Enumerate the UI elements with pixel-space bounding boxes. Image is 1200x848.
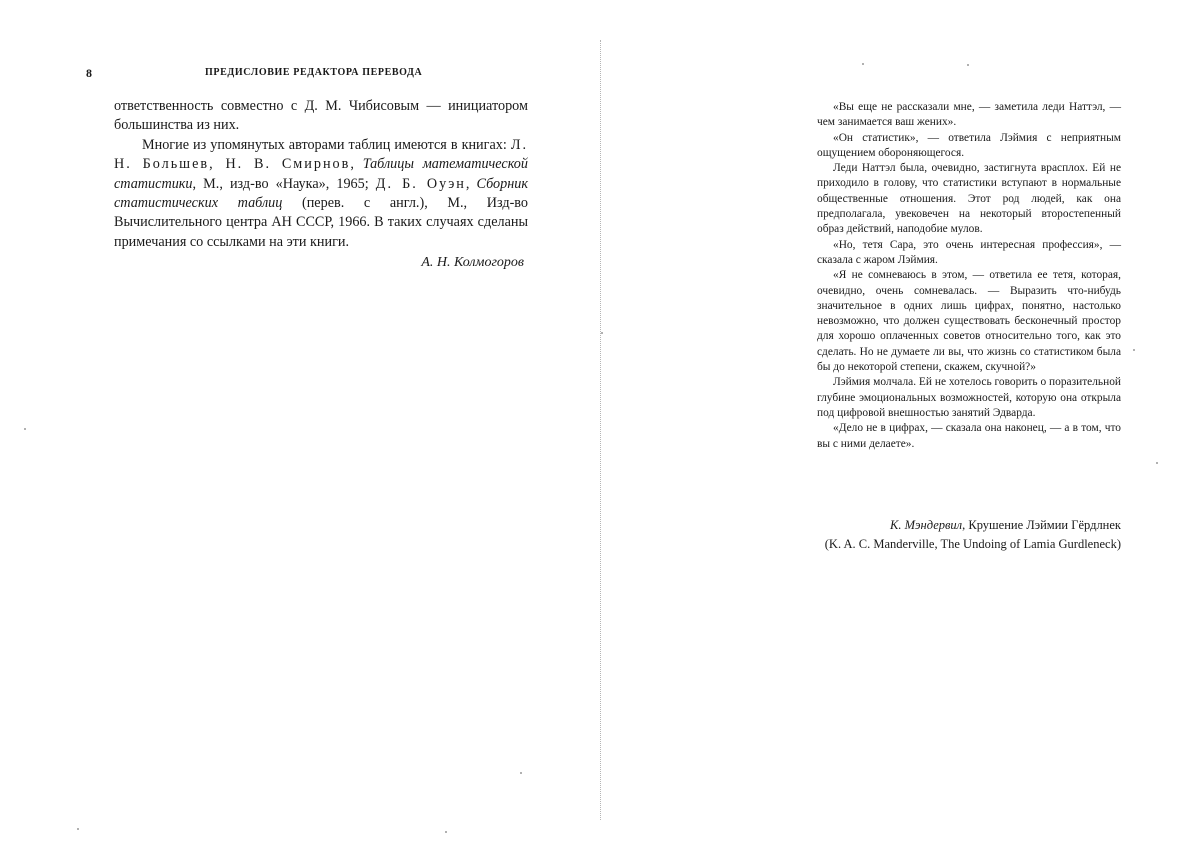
scan-speck	[24, 428, 26, 430]
epigraph-paragraph: «Дело не в цифрах, — сказала она наконец, — а в том, что вы с ними делаете».	[817, 422, 1121, 450]
epigraph-paragraph: Леди Наттэл была, очевидно, застигнута врасплох. Ей не приходило в голову, что статистики вступают в нормальные общественные отношения. Этот род людей, как она предполагала, увековечен на некоторый второстепенный образ действий, наподобие мулов.	[817, 162, 1121, 236]
epigraph-attribution	[820, 517, 1121, 552]
epigraph-paragraph: «Он статистик», — ответила Лэймия с неприятным ощущением обороняющегося.	[817, 131, 1121, 159]
page-gutter	[600, 40, 601, 820]
scan-speck	[520, 772, 522, 774]
scan-speck	[967, 64, 969, 66]
attribution-line	[820, 517, 1121, 533]
scan-speck	[601, 332, 603, 334]
scan-speck	[1133, 349, 1135, 351]
attribution-original: (K. A. C. Manderville, The Undoing of Lamia Gurdleneck)	[824, 537, 1121, 551]
epigraph	[817, 100, 1121, 452]
running-head: ПРЕДИСЛОВИЕ РЕДАКТОРА ПЕРЕВОДА	[205, 67, 423, 78]
epigraph-paragraph: Лэймия молчала. Ей не хотелось говорить о поразительной глубине эмоциональных возможностей, которую она открыла под цифровой внешностью занятий Эдварда.	[817, 376, 1121, 419]
author-names: Л. Н. Большев, Н. В. Смирнов	[114, 136, 528, 173]
scan-speck	[445, 831, 447, 833]
epigraph-paragraph: «Но, тетя Сара, это очень интересная профессия», — сказала с жаром Лэймия.	[817, 238, 1121, 266]
paragraph: ответственность совместно с Д. М. Чибисовым — инициатором большинства из них.	[114, 98, 528, 134]
text-run: Многие из упомянутых авторами таблиц имеются в книгах:	[142, 136, 511, 153]
scan-speck	[862, 63, 864, 65]
attribution-author: К. Мэндервил	[890, 518, 963, 532]
left-page-text	[114, 97, 528, 252]
epigraph-paragraph: «Я не сомневаюсь в этом, — ответила ее тетя, которая, очевидно, очень сомневалась. — Выразить что-нибудь значительное в одних лишь цифрах, понятно, настолько невозможно, что должен существовать бесконечный простор для хорошо оплаченных советов относительно того, как это сделать. Но не думаете ли вы, что жизнь со статистиком была бы до некоторой степени, скажем, скучной?»	[817, 269, 1121, 374]
book-title: Сборник статистических таблиц	[114, 175, 528, 212]
scan-speck	[1156, 462, 1158, 464]
book-title: Таблицы математической статистики	[114, 156, 528, 192]
page-number: 8	[86, 66, 93, 80]
author-names: Д. Б. Оуэн	[375, 175, 466, 192]
text-run: (перев. с англ.), М., Изд-во Вычислительного центра АН СССР, 1966. В таких случаях сделаны примечания со ссылками на эти книги.	[114, 195, 528, 250]
paragraph	[114, 136, 528, 252]
signature: А. Н. Колмогоров	[421, 255, 524, 270]
epigraph-paragraph: «Вы еще не рассказали мне, — заметила леди Наттэл, — чем занимается ваш жених».	[817, 101, 1121, 129]
attribution-title: , Крушение Лэймии Гёрдлнек	[962, 518, 1121, 532]
text-run: , М., изд-во «Наука», 1965;	[192, 175, 376, 192]
scan-speck	[77, 828, 79, 830]
text-run: ,	[465, 175, 477, 192]
text-run: ,	[350, 156, 363, 173]
